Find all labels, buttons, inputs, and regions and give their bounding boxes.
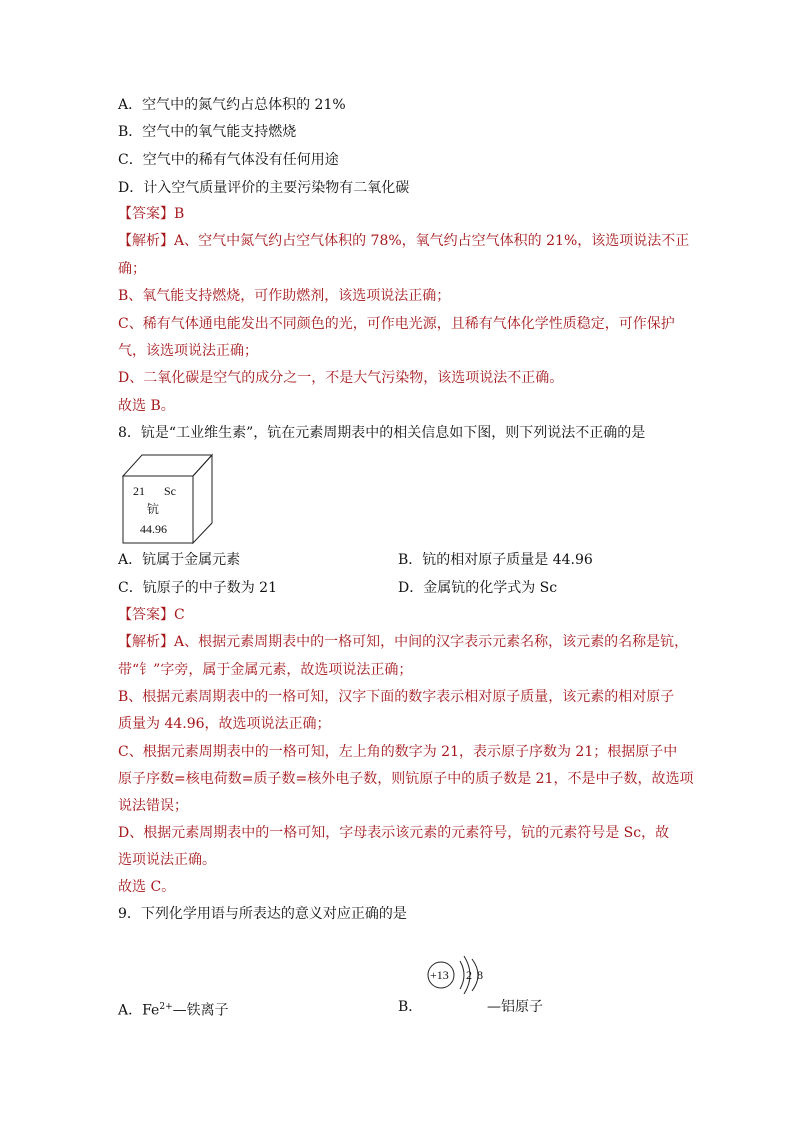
- q8-conclusion: 故选 C。: [118, 879, 176, 895]
- q7-option-d: D．计入空气质量评价的主要污染物有二氧化碳: [118, 180, 410, 196]
- q9-stem: 9．下列化学用语与所表达的意义对应正确的是: [118, 906, 407, 922]
- q7-analysis-line-3: B、氧气能支持燃烧，可作助燃剂，该选项说法正确；: [118, 288, 451, 304]
- q7-option-b: B．空气中的氧气能支持燃烧: [118, 124, 297, 140]
- q7-option-c: C．空气中的稀有气体没有任何用途: [118, 152, 339, 168]
- atom-structure-diagram: [424, 953, 494, 1013]
- element-symbol: Sc: [164, 484, 176, 498]
- answer-label: 【答案】: [118, 206, 174, 222]
- q8-analysis-line-2: 带“钅”字旁，属于金属元素，故选项说法正确；: [118, 662, 413, 678]
- q9-option-b-label: B．: [398, 999, 423, 1015]
- charge-superscript: 2+: [159, 1002, 173, 1012]
- shell-2-electrons: 8: [477, 968, 483, 982]
- q7-analysis-line-4: C、稀有气体通电能发出不同颜色的光，可作电光源，且稀有气体化学性质稳定，可作保护: [118, 316, 675, 332]
- element-card-figure: [120, 454, 214, 544]
- q8-analysis-line-1: [118, 632, 688, 652]
- answer-label: 【答案】: [118, 607, 174, 623]
- q8-analysis-line-7: 说法错误；: [118, 798, 188, 814]
- analysis-label: 【解析】: [118, 634, 174, 650]
- q9-option-b-meaning: —铝原子: [487, 999, 543, 1015]
- q8-option-d: D．金属钪的化学式为 Sc: [398, 580, 558, 596]
- element-number: 21: [133, 484, 145, 498]
- q7-analysis-line-1: [118, 231, 689, 251]
- q7-analysis-line-6: D、二氧化碳是空气的成分之一，不是大气污染物，该选项说法不正确。: [118, 370, 564, 386]
- q8-analysis-line-3: B、根据元素周期表中的一格可知，汉字下面的数字表示相对原子质量，该元素的相对原子: [118, 689, 675, 705]
- answer-value: C: [174, 607, 185, 623]
- q8-analysis-line-9: 选项说法正确。: [118, 852, 216, 868]
- element-mass: 44.96: [140, 522, 167, 536]
- q8-stem: 8．钪是“工业维生素”，钪在元素周期表中的相关信息如下图，则下列说法不正确的是: [118, 425, 646, 441]
- q7-conclusion: 故选 B。: [118, 398, 175, 414]
- shell-1-electrons: 2: [466, 968, 472, 982]
- q8-option-a: A．钪属于金属元素: [118, 552, 241, 568]
- q8-analysis-line-6: 原子序数=核电荷数=质子数=核外电子数，则钪原子中的质子数是 21，不是中子数，故选项: [118, 771, 694, 787]
- q7-analysis-line-5: 气，该选项说法正确；: [118, 343, 258, 359]
- option-a-meaning: —铁离子: [172, 1002, 229, 1019]
- q8-analysis-line-5: C、根据元素周期表中的一格可知，左上角的数字为 21，表示原子序数为 21；根据原子中: [118, 744, 678, 760]
- option-a-prefix: A．Fe: [118, 1002, 160, 1019]
- q8-analysis-line-4: 质量为 44.96，故选项说法正确；: [118, 716, 331, 732]
- element-name: 钪: [147, 502, 160, 516]
- q8-analysis-line-8: D、根据元素周期表中的一格可知，字母表示该元素的元素符号，钪的元素符号是 Sc，故: [118, 825, 670, 841]
- analysis-text: A、根据元素周期表中的一格可知，中间的汉字表示元素名称，该元素的名称是钪，: [174, 634, 689, 650]
- q7-analysis-line-2: 确；: [118, 261, 146, 277]
- nucleus-charge: +13: [430, 968, 449, 982]
- q7-option-a: A．空气中的氮气约占总体积的 21%: [118, 97, 346, 113]
- q8-option-c: C．钪原子的中子数为 21: [118, 580, 277, 596]
- q8-answer: [118, 605, 185, 625]
- q9-option-a: [118, 997, 229, 1021]
- q7-answer: [118, 204, 184, 224]
- answer-value: B: [174, 206, 185, 222]
- analysis-label: 【解析】: [118, 233, 174, 249]
- analysis-text: A、空气中氮气约占空气体积的 78%，氧气约占空气体积的 21%，该选项说法不正: [174, 233, 690, 249]
- q8-option-b: B．钪的相对原子质量是 44.96: [398, 552, 593, 568]
